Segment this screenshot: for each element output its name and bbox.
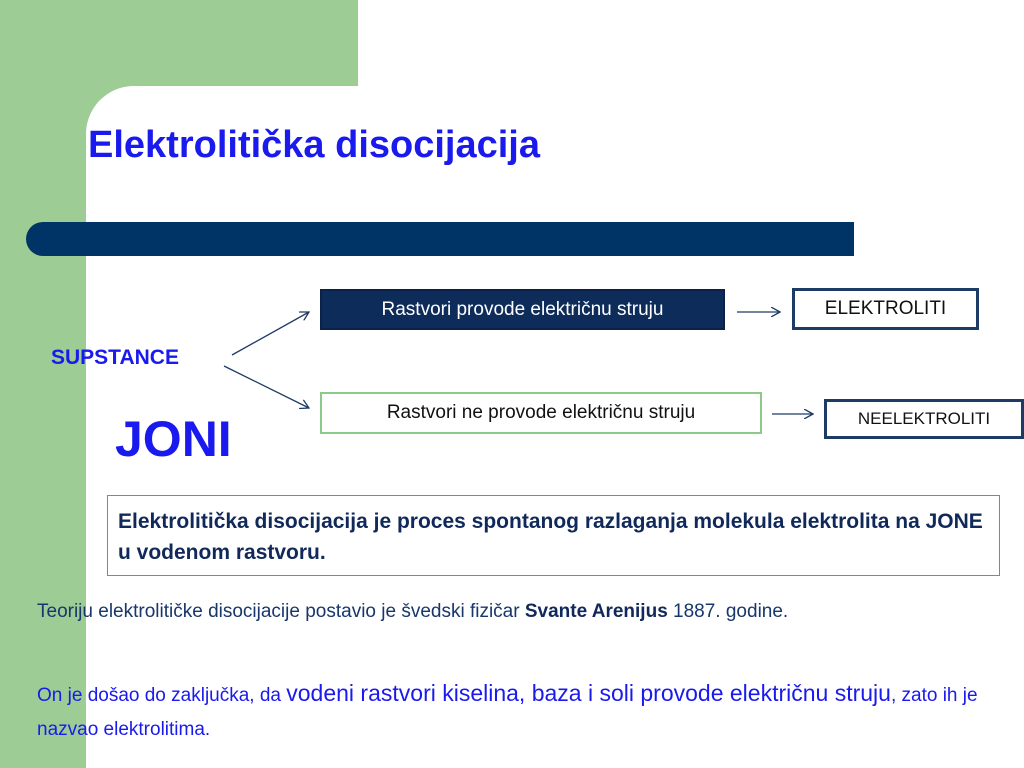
history-paragraph (37, 597, 997, 627)
conclusion-paragraph (37, 676, 997, 747)
history-text-start: Teoriju elektrolitičke disocijacije postavio je švedski fizičar (37, 601, 525, 622)
history-text-end: 1887. godine. (667, 601, 789, 622)
neelektroliti-box: NEELEKTROLITI (824, 399, 1024, 439)
slide-title: Elektrolitička disocijacija (88, 124, 540, 166)
conclusion-text-end: , zato ih je nazvao elektrolitima. (37, 685, 978, 740)
elektroliti-box: ELEKTROLITI (792, 288, 979, 330)
conclusion-highlight: vodeni rastvori kiselina, baza i soli provode električnu struju (286, 680, 891, 706)
arrow-supstance-to-bottom (224, 366, 309, 408)
scientist-name: Svante Arenijus (524, 601, 668, 622)
not-conducts-current-box: Rastvori ne provode električnu struju (320, 392, 762, 434)
supstance-label: SUPSTANCE (51, 346, 179, 369)
arrow-supstance-to-top (232, 312, 309, 355)
joni-label: JONI (115, 411, 232, 467)
conclusion-text-start: On je došao do zaključka, da (37, 685, 287, 706)
conducts-current-box: Rastvori provode električnu struju (320, 289, 725, 330)
definition-box (107, 495, 1000, 576)
definition-text: Elektrolitička disocijacija je proces spontanog razlaganja molekula elektrolita na JONE u vodenom rastvoru. (118, 510, 983, 564)
